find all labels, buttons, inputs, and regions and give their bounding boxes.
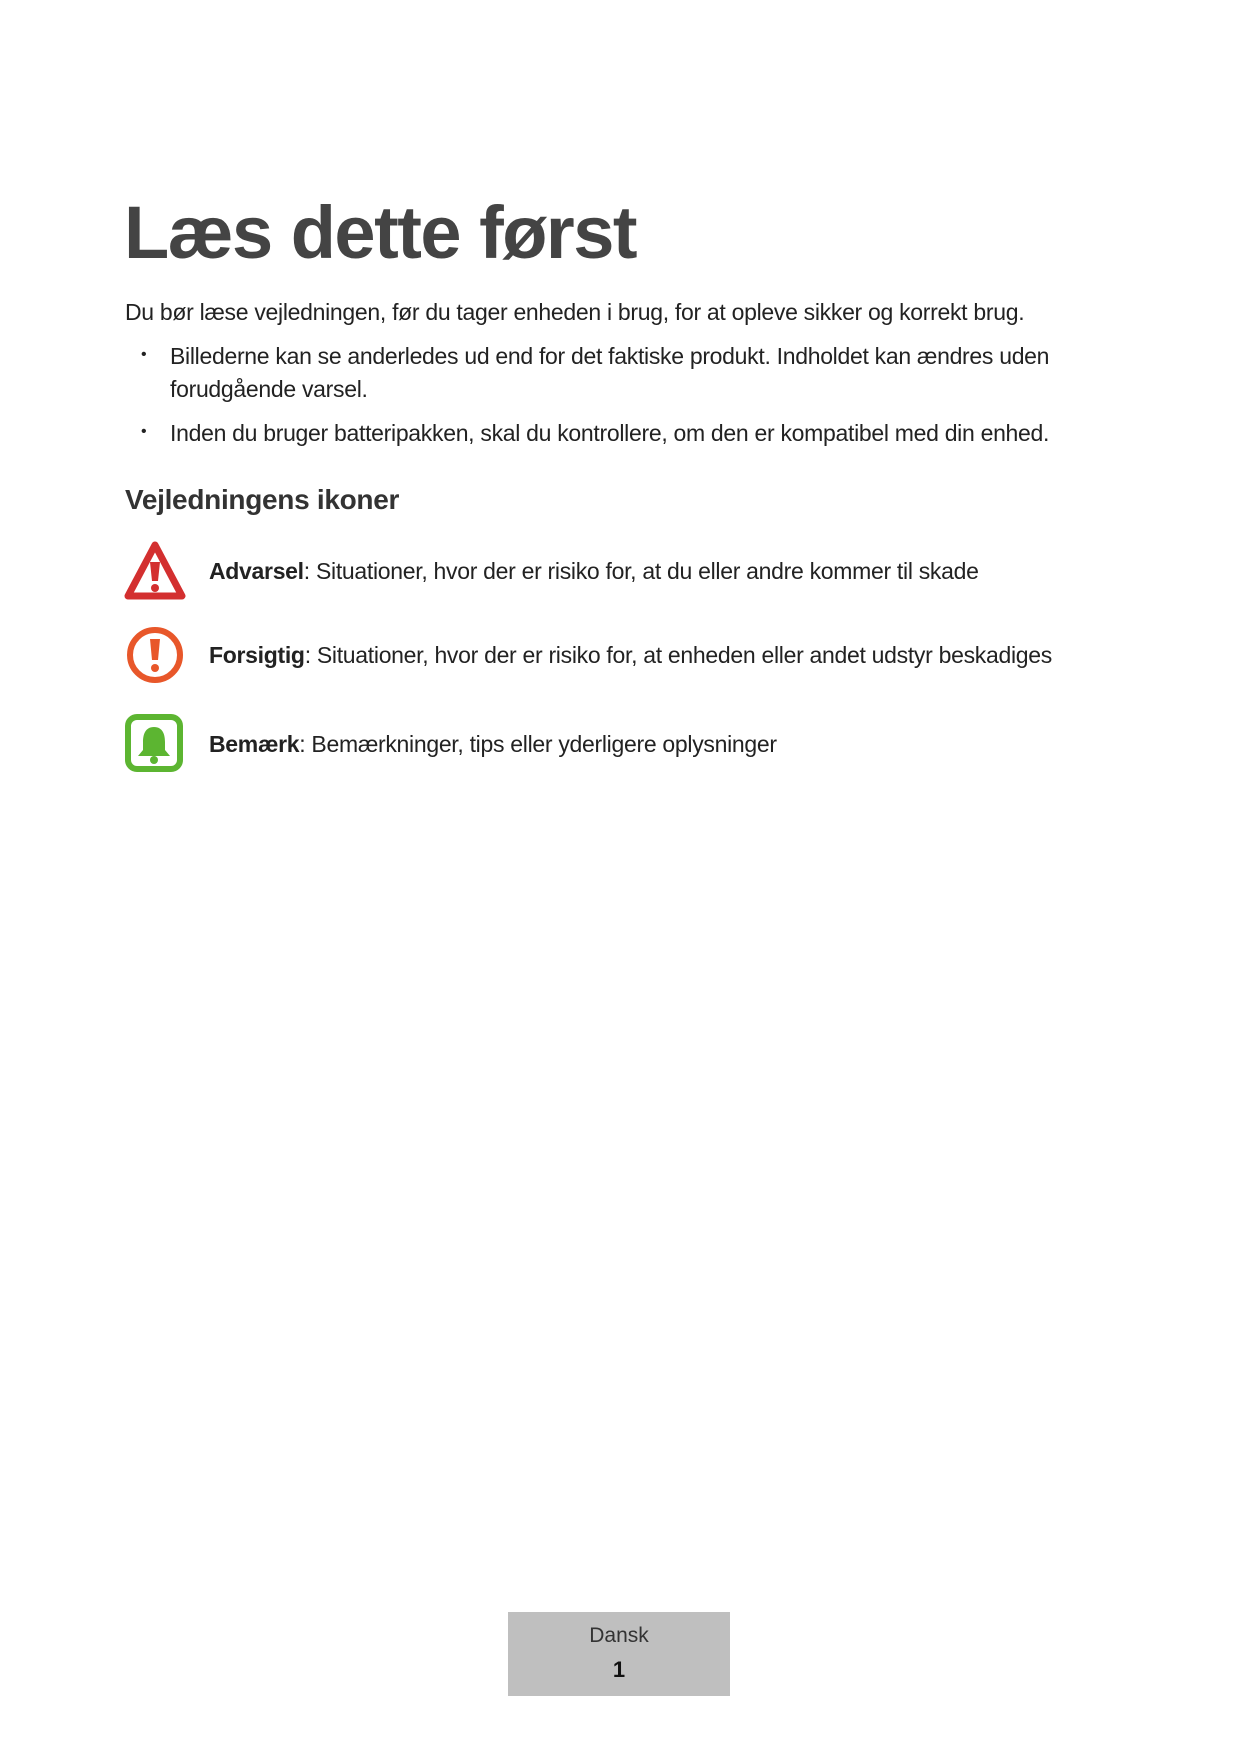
- icon-text: Situationer, hvor der er risiko for, at enheden eller andet udstyr beskadiges: [310, 642, 1052, 668]
- caution-circle-icon: [124, 624, 186, 686]
- bullet-item: [125, 340, 1125, 406]
- bullet-dot: •: [141, 423, 147, 440]
- page-footer: [508, 1612, 730, 1696]
- page-number: 1: [612, 1657, 626, 1682]
- icon-label: Bemærk: [209, 731, 300, 757]
- bullet-text: Billederne kan se anderledes ud end for det faktiske produkt. Indholdet kan ændres uden forudgående varsel.: [170, 343, 1050, 402]
- icon-separator: :: [303, 558, 310, 584]
- warning-triangle-icon: [124, 540, 186, 602]
- bullet-dot: •: [141, 346, 147, 363]
- bullet-item: [125, 417, 1125, 450]
- bullet-list: [125, 340, 1125, 461]
- icon-text: Bemærkninger, tips eller yderligere oplysninger: [305, 731, 777, 757]
- icon-separator: :: [304, 642, 311, 668]
- note-bell-icon: [124, 713, 186, 775]
- icon-label: Advarsel: [209, 558, 304, 584]
- icon-row-caution: [124, 624, 1124, 688]
- footer-language: Dansk: [589, 1624, 649, 1647]
- icon-text: Situationer, hvor der er risiko for, at du eller andre kommer til skade: [309, 558, 979, 584]
- icon-label: Forsigtig: [209, 642, 305, 668]
- page-title: Læs dette først: [124, 191, 637, 274]
- section-title: Vejledningens ikoner: [125, 484, 400, 515]
- bullet-text: Inden du bruger batteripakken, skal du kontrollere, om den er kompatibel med din enhed.: [170, 420, 1050, 446]
- icon-row-note: [124, 713, 1124, 777]
- intro-text: Du bør læse vejledningen, før du tager enheden i brug, for at opleve sikker og korrekt brug.: [125, 299, 1025, 325]
- icon-description: [209, 540, 979, 602]
- icon-separator: :: [299, 731, 306, 757]
- icon-description: [209, 713, 777, 775]
- icon-row-warning: [124, 540, 1124, 604]
- icon-description: [209, 624, 1052, 686]
